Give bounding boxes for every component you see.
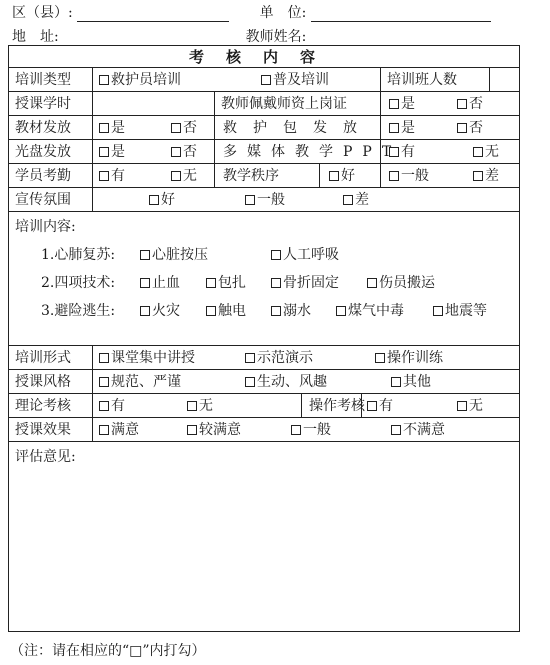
checkbox-icon[interactable]	[206, 278, 216, 288]
kit-label: 救护包发放	[223, 120, 373, 136]
checkbox-icon[interactable]	[389, 123, 399, 133]
checkbox-icon[interactable]	[336, 306, 346, 316]
effect-satisfied-option[interactable]: 满意	[99, 423, 139, 437]
teaching-effect-label: 授课效果	[15, 422, 71, 438]
checkbox-icon[interactable]	[99, 123, 109, 133]
ppt-label: 多媒体教学PPT	[223, 144, 402, 160]
checkbox-icon[interactable]	[367, 278, 377, 288]
ppt-yes-option[interactable]: 有	[389, 145, 415, 159]
atmosphere-fair-option[interactable]: 一般	[245, 193, 285, 207]
style-lively-option[interactable]: 生动、风趣	[245, 375, 327, 389]
header-row-2	[12, 26, 495, 46]
checkbox-icon[interactable]	[149, 195, 159, 205]
teacher-name-field[interactable]	[311, 31, 495, 46]
training-type-label: 培训类型	[15, 72, 71, 88]
checkbox-icon[interactable]	[99, 425, 109, 435]
district-field[interactable]	[77, 7, 229, 22]
checkbox-icon[interactable]	[271, 250, 281, 260]
order-poor-option[interactable]: 差	[473, 169, 499, 183]
evaluation-label: 评估意见:	[15, 449, 76, 465]
textbook-yes-option[interactable]: 是	[99, 121, 125, 135]
training-content-row	[9, 212, 519, 346]
checkbox-icon[interactable]	[389, 147, 399, 157]
escape-drowning-option[interactable]: 溺水	[271, 304, 311, 318]
teaching-hours-row	[9, 92, 519, 116]
cpr-chest-compression-option[interactable]: 心脏按压	[140, 248, 208, 262]
checkbox-icon[interactable]	[271, 306, 281, 316]
disc-label: 光盘发放	[15, 144, 71, 160]
checkbox-icon[interactable]	[457, 401, 467, 411]
order-fair-option[interactable]: 一般	[389, 169, 429, 183]
district-label: 区（县）:	[12, 5, 73, 21]
unit-label: 单 位:	[259, 5, 307, 21]
checkbox-icon[interactable]	[187, 425, 197, 435]
disc-row	[9, 140, 519, 164]
teaching-style-label: 授课风格	[15, 374, 71, 390]
escape-electric-option[interactable]: 触电	[206, 304, 246, 318]
cert-label: 教师佩戴师资上岗证	[221, 96, 347, 112]
checkbox-icon[interactable]	[389, 99, 399, 109]
checkbox-icon[interactable]	[261, 75, 271, 85]
teaching-effect-row	[9, 418, 519, 442]
checkbox-icon[interactable]	[245, 377, 255, 387]
theory-yes-option[interactable]: 有	[99, 399, 125, 413]
form-practice-option[interactable]: 操作训练	[375, 351, 443, 365]
escape-earthquake-option[interactable]: 地震等	[433, 304, 487, 318]
escape-gas-option[interactable]: 煤气中毒	[336, 304, 404, 318]
textbook-no-option[interactable]: 否	[171, 121, 197, 135]
cert-no-option[interactable]: 否	[457, 97, 483, 111]
unit-field[interactable]	[311, 7, 491, 22]
ppt-no-option[interactable]: 无	[473, 145, 499, 159]
tech-hemostasis-option[interactable]: 止血	[140, 276, 180, 290]
teaching-style-row	[9, 370, 519, 394]
theory-exam-label: 理论考核	[15, 398, 71, 414]
checkbox-icon[interactable]	[171, 147, 181, 157]
disc-no-option[interactable]: 否	[171, 145, 197, 159]
checkbox-icon[interactable]	[271, 278, 281, 288]
textbook-row	[9, 116, 519, 140]
escape-fire-option[interactable]: 火灾	[140, 304, 180, 318]
atmosphere-poor-option[interactable]: 差	[343, 193, 369, 207]
order-label: 教学秩序	[223, 168, 279, 184]
checkbox-icon[interactable]	[99, 147, 109, 157]
checkbox-icon[interactable]	[99, 75, 109, 85]
footnote: （注：请在相应的“□”内打勾）	[10, 643, 206, 659]
address-field[interactable]	[63, 31, 217, 46]
checkbox-icon[interactable]	[140, 306, 150, 316]
tech-fracture-option[interactable]: 骨折固定	[271, 276, 339, 290]
checkbox-icon[interactable]	[99, 401, 109, 411]
checkbox-icon[interactable]	[367, 401, 377, 411]
checkbox-icon[interactable]	[187, 401, 197, 411]
attendance-label: 学员考勤	[15, 168, 71, 184]
assessment-form	[8, 45, 520, 632]
training-content-label: 培训内容:	[15, 219, 76, 235]
teacher-name-label: 教师姓名:	[245, 29, 307, 45]
cert-yes-option[interactable]: 是	[389, 97, 415, 111]
checkbox-icon[interactable]	[140, 278, 150, 288]
escape-label: 3.避险逃生:	[41, 303, 116, 319]
cpr-label: 1.心肺复苏:	[41, 247, 116, 263]
kit-yes-option[interactable]: 是	[389, 121, 415, 135]
training-form-row	[9, 346, 519, 370]
form-title: 考核内容	[189, 48, 338, 66]
effect-unsatisfied-option[interactable]: 不满意	[391, 423, 445, 437]
style-rigorous-option[interactable]: 规范、严谨	[99, 375, 181, 389]
checkbox-icon[interactable]	[391, 425, 401, 435]
checkbox-icon[interactable]	[457, 99, 467, 109]
tech-bandaging-option[interactable]: 包扎	[206, 276, 246, 290]
textbook-label: 教材发放	[15, 120, 71, 136]
practical-yes-option[interactable]: 有	[367, 399, 393, 413]
evaluation-row[interactable]	[9, 442, 519, 631]
four-techniques-label: 2.四项技术:	[41, 275, 116, 291]
checkbox-icon[interactable]	[171, 123, 181, 133]
disc-yes-option[interactable]: 是	[99, 145, 125, 159]
option-general-training[interactable]: 普及培训	[261, 73, 329, 87]
checkbox-icon[interactable]	[473, 171, 483, 181]
checkbox-icon[interactable]	[389, 171, 399, 181]
header-row-1	[12, 2, 491, 22]
atmosphere-good-option[interactable]: 好	[149, 193, 175, 207]
theory-no-option[interactable]: 无	[187, 399, 213, 413]
kit-no-option[interactable]: 否	[457, 121, 483, 135]
checkbox-icon[interactable]	[99, 171, 109, 181]
style-other-option[interactable]: 其他	[391, 375, 431, 389]
effect-fairly-satisfied-option[interactable]: 较满意	[187, 423, 241, 437]
atmosphere-row	[9, 188, 519, 212]
form-demo-option[interactable]: 示范演示	[245, 351, 313, 365]
checkbox-icon[interactable]	[343, 195, 353, 205]
checkbox-icon[interactable]	[171, 171, 181, 181]
class-size-label: 培训班人数	[387, 72, 457, 88]
checkbox-icon[interactable]	[457, 123, 467, 133]
training-type-row	[9, 68, 519, 92]
address-label: 地 址:	[12, 29, 59, 45]
practical-no-option[interactable]: 无	[457, 399, 483, 413]
theory-exam-row	[9, 394, 519, 418]
checkbox-icon[interactable]	[329, 171, 339, 181]
title-row	[9, 46, 519, 68]
attendance-no-option[interactable]: 无	[171, 169, 197, 183]
checkbox-icon[interactable]	[433, 306, 443, 316]
effect-average-option[interactable]: 一般	[291, 423, 331, 437]
checkbox-icon[interactable]	[206, 306, 216, 316]
teaching-hours-label: 授课学时	[15, 96, 71, 112]
checkbox-icon[interactable]	[391, 377, 401, 387]
atmosphere-label: 宣传氛围	[15, 192, 71, 208]
tech-transport-option[interactable]: 伤员搬运	[367, 276, 435, 290]
practical-exam-label: 操作考核	[309, 398, 365, 414]
checkbox-icon[interactable]	[99, 377, 109, 387]
checkbox-icon[interactable]	[140, 250, 150, 260]
checkbox-icon[interactable]	[245, 353, 255, 363]
checkbox-icon[interactable]	[99, 353, 109, 363]
cpr-breathing-option[interactable]: 人工呼吸	[271, 248, 339, 262]
checkbox-icon[interactable]	[375, 353, 385, 363]
option-rescuer-training[interactable]: 救护员培训	[99, 73, 181, 87]
order-good-option[interactable]: 好	[329, 169, 355, 183]
attendance-row	[9, 164, 519, 188]
checkbox-icon[interactable]	[245, 195, 255, 205]
checkbox-icon[interactable]	[473, 147, 483, 157]
form-lecture-option[interactable]: 课堂集中讲授	[99, 351, 195, 365]
attendance-yes-option[interactable]: 有	[99, 169, 125, 183]
checkbox-icon[interactable]	[291, 425, 301, 435]
training-form-label: 培训形式	[15, 350, 71, 366]
